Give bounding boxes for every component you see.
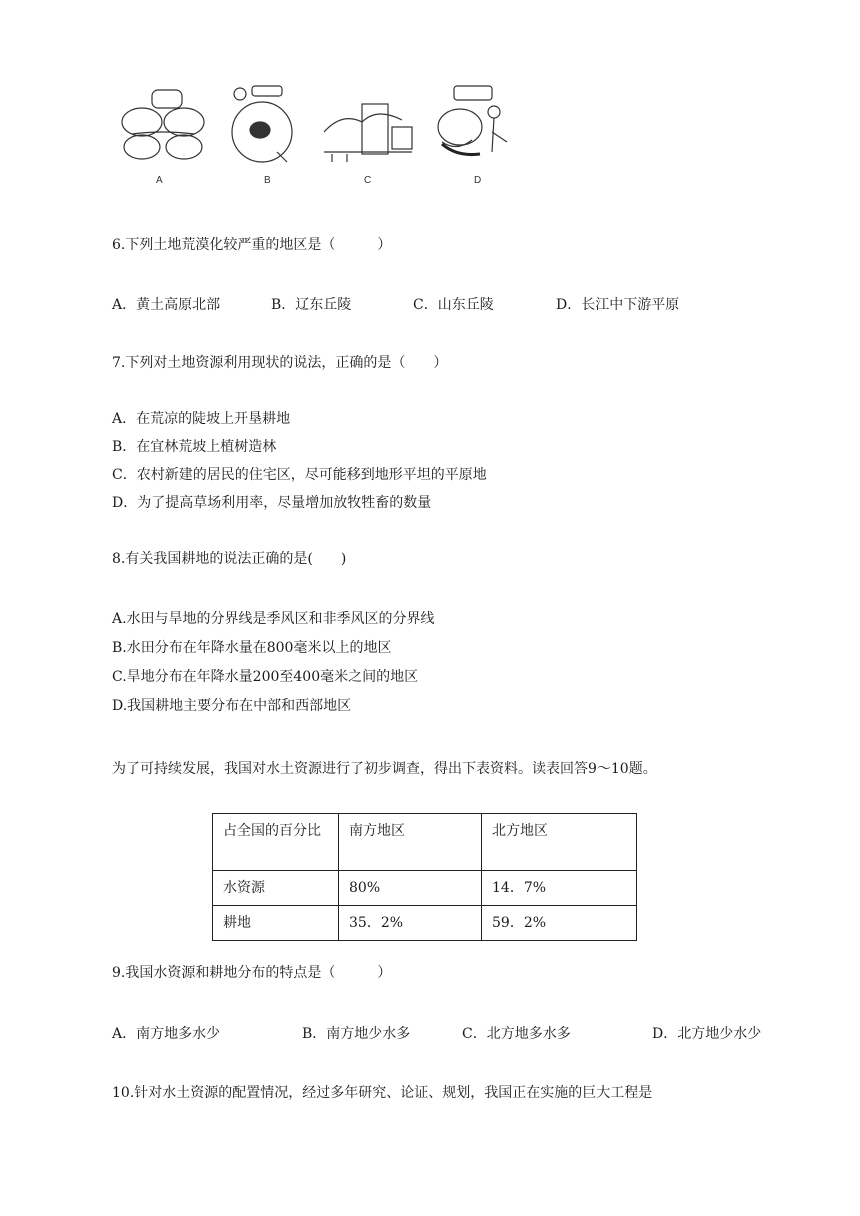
table-cell: 80% [339, 871, 482, 906]
q7-option-d: D．为了提高草场利用率，尽量增加放牧牲畜的数量 [112, 495, 432, 511]
table-header-cell: 北方地区 [482, 814, 637, 871]
q9-stem: 9.我国水资源和耕地分布的特点是（ ） [112, 965, 392, 981]
q10-stem: 10.针对水土资源的配置情况，经过多年研究、论证、规划，我国正在实施的巨大工程是 [112, 1085, 653, 1101]
q9-option-d: D．北方地少水少 [652, 1026, 762, 1042]
cartoon-illustrations [112, 82, 532, 192]
resource-table [212, 813, 637, 941]
q8-option-b: B.水田分布在年降水量在800毫米以上的地区 [112, 640, 392, 656]
table-header-cell: 南方地区 [339, 814, 482, 871]
q8-option-a: A.水田与旱地的分界线是季风区和非季风区的分界线 [112, 611, 435, 627]
table-row [213, 906, 637, 941]
q6-stem: 6.下列土地荒漠化较严重的地区是（ ） [112, 237, 392, 253]
label-a: A [156, 175, 163, 186]
cartoon-figure [112, 82, 532, 192]
label-d: D [474, 175, 482, 186]
table-header-cell: 占全国的百分比 [213, 814, 339, 871]
q8-option-c: C.旱地分布在年降水量200至400毫米之间的地区 [112, 669, 419, 685]
table-cell: 35．2% [339, 906, 482, 941]
q6-option-a: A．黄土高原北部 [112, 297, 221, 313]
label-b: B [264, 175, 271, 186]
table-cell: 59．2% [482, 906, 637, 941]
q7-stem: 7.下列对土地资源利用现状的说法，正确的是（ ） [112, 355, 448, 371]
q6-option-b: B．辽东丘陵 [271, 297, 352, 313]
label-c: C [364, 175, 372, 186]
cartoon-b [232, 86, 292, 162]
q6-option-d: D．长江中下游平原 [556, 297, 680, 313]
q7-option-a: A．在荒凉的陡坡上开垦耕地 [112, 411, 291, 427]
q9-option-b: B．南方地少水多 [302, 1026, 411, 1042]
table-row [213, 871, 637, 906]
intro-text: 为了可持续发展，我国对水土资源进行了初步调查，得出下表资料。读表回答9～10题。 [112, 761, 657, 777]
cartoon-a [122, 90, 204, 159]
q7-option-b: B．在宜林荒坡上植树造林 [112, 439, 277, 455]
table-header-row [213, 814, 637, 871]
table-cell: 水资源 [213, 871, 339, 906]
q9-option-c: C．北方地多水多 [462, 1026, 571, 1042]
cartoon-d [438, 86, 507, 155]
q8-option-d: D.我国耕地主要分布在中部和西部地区 [112, 698, 352, 714]
table-cell: 14．7% [482, 871, 637, 906]
q7-option-c: C．农村新建的居民的住宅区，尽可能移到地形平坦的平原地 [112, 467, 487, 483]
cartoon-c [324, 104, 412, 162]
q8-stem: 8.有关我国耕地的说法正确的是( ) [112, 551, 347, 567]
q6-option-c: C．山东丘陵 [413, 297, 494, 313]
table-cell: 耕地 [213, 906, 339, 941]
q9-option-a: A．南方地多水少 [112, 1026, 221, 1042]
